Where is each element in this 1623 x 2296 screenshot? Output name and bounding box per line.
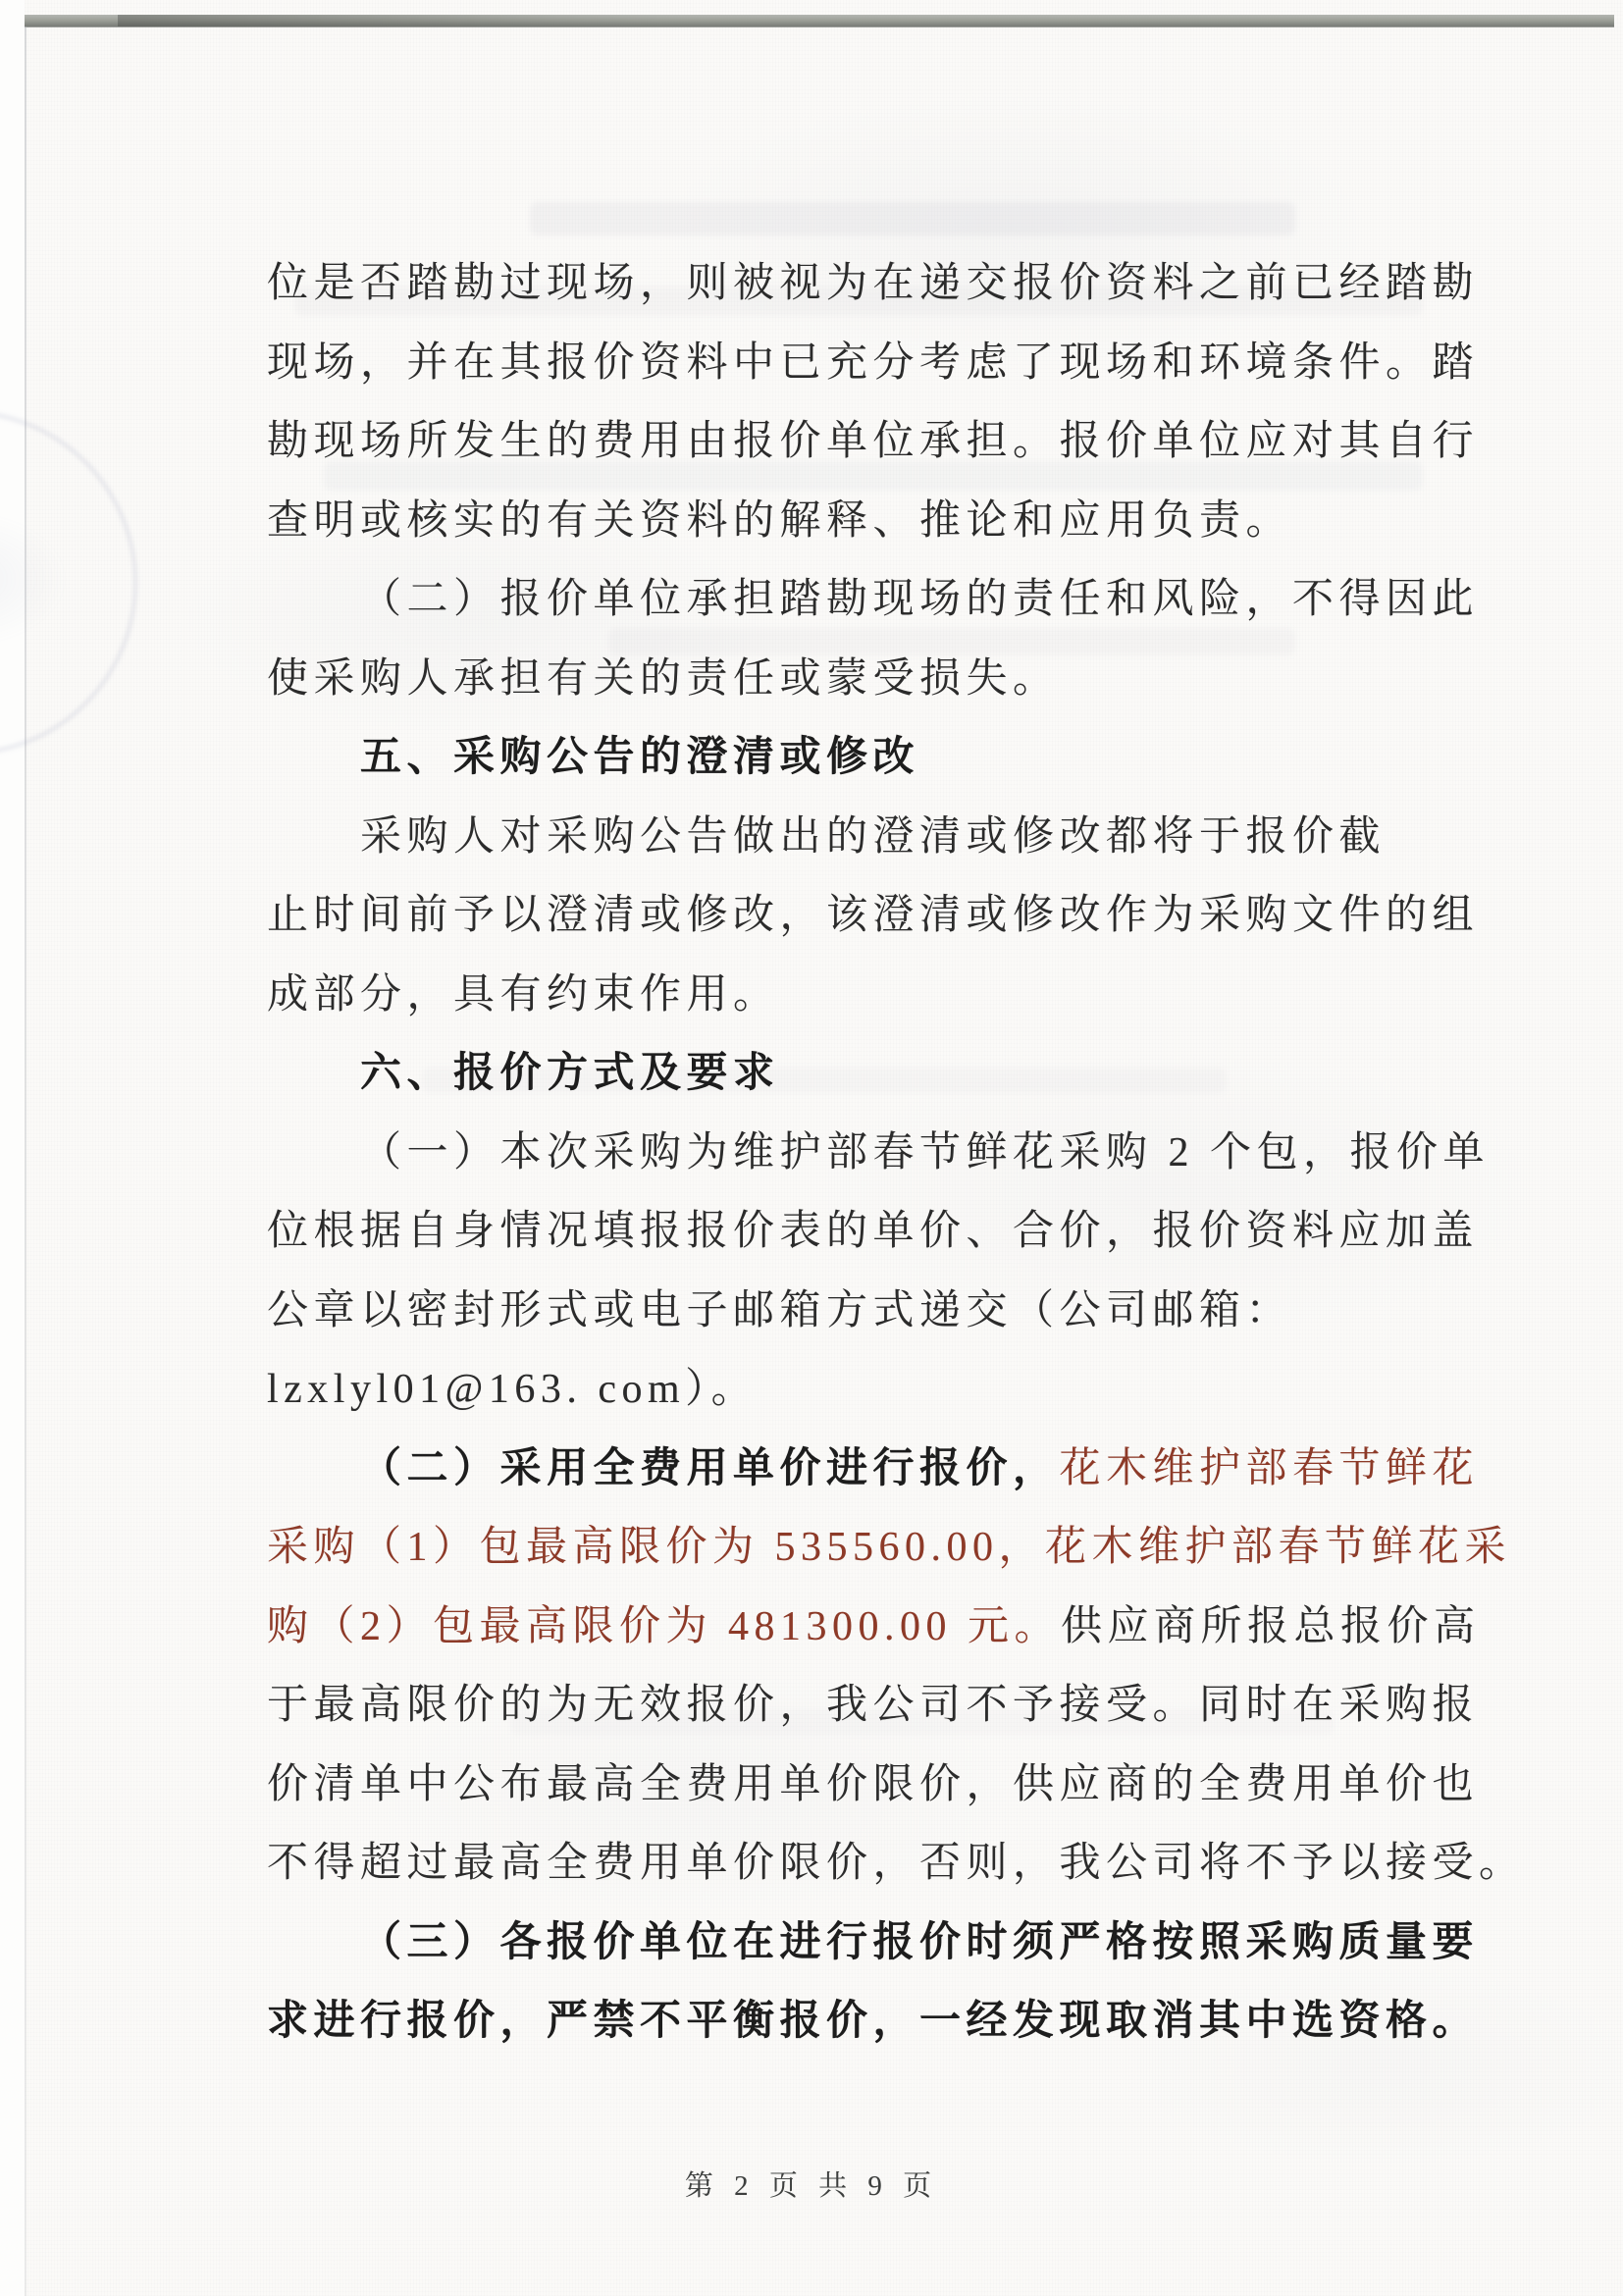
bleed-through-artifact — [530, 202, 1295, 235]
text-line — [267, 1034, 1484, 1114]
body-text: 现场，并在其报价资料中已充分考虑了现场和环境条件。踏 — [267, 339, 1480, 386]
text-line — [267, 956, 1484, 1035]
text-line — [267, 324, 1484, 403]
scan-edge-shadow — [118, 15, 667, 26]
bold-heading-text: 求进行报价，严禁不平衡报价，一经发现取消其中选资格。 — [267, 1999, 1480, 2044]
page-left-edge-shadow — [25, 26, 26, 2296]
body-text: 公章以密封形式或电子邮箱方式递交（公司邮箱： — [267, 1287, 1293, 1333]
body-text: 位是否踏勘过现场，则被视为在递交报价资料之前已经踏勘 — [267, 261, 1480, 306]
text-line — [267, 718, 1484, 798]
body-text: lzxlyl01@163. com）。 — [267, 1367, 759, 1412]
text-line — [267, 402, 1484, 482]
body-text: 供应商所报总报价高 — [1061, 1603, 1481, 1649]
body-text: 于最高限价的为无效报价，我公司不予接受。同时在采购报 — [267, 1683, 1480, 1728]
text-line — [267, 1982, 1484, 2061]
text-line — [267, 1430, 1484, 1509]
bold-heading-text: 六、报价方式及要求 — [360, 1051, 780, 1096]
page-number-footer: 第 2 页 共 9 页 — [684, 2170, 939, 2202]
text-line — [267, 1746, 1484, 1825]
body-text: 查明或核实的有关资料的解释、推论和应用负责。 — [267, 497, 1293, 544]
text-line — [267, 1192, 1484, 1272]
body-text: 不得超过最高全费用单价限价，否则，我公司将不予以接受。 — [267, 1841, 1526, 1886]
text-line — [267, 640, 1484, 719]
bold-heading-text: （三）各报价单位在进行报价时须严格按照采购质量要 — [360, 1919, 1480, 1965]
text-line — [267, 1904, 1484, 1983]
body-text: （一）本次采购为维护部春节鲜花采购 2 个包，报价单 — [360, 1129, 1491, 1175]
body-text: 止时间前予以澄清或修改，该澄清或修改作为采购文件的组 — [267, 893, 1480, 938]
text-line — [267, 560, 1484, 640]
body-text: （二）报价单位承担踏勘现场的责任和风险，不得因此 — [360, 577, 1480, 622]
text-line — [267, 1666, 1484, 1746]
highlighted-red-text: 采购（1）包最高限价为 535560.00，花木维护部春节鲜花采 — [267, 1525, 1512, 1570]
text-line — [267, 1272, 1484, 1351]
body-text: 使采购人承担有关的责任或蒙受损失。 — [267, 655, 1060, 702]
body-text: 成部分，具有约束作用。 — [267, 971, 780, 1018]
text-line — [267, 1508, 1512, 1588]
text-line — [267, 1824, 1526, 1904]
body-text: 采购人对采购公告做出的澄清或修改都将于报价截 — [360, 813, 1387, 860]
bold-heading-text: （二）采用全费用单价进行报价， — [360, 1445, 1060, 1491]
faint-seal-smudge — [0, 510, 69, 648]
body-text: 价清单中公布最高全费用单价限价，供应商的全费用单价也 — [267, 1761, 1480, 1807]
body-text: 位根据自身情况填报报价表的单价、合价，报价资料应加盖 — [267, 1209, 1480, 1254]
text-line — [267, 482, 1484, 561]
text-line — [267, 1114, 1491, 1193]
document-body-text — [267, 244, 1526, 2061]
body-text: 勘现场所发生的费用由报价单位承担。报价单位应对其自行 — [267, 419, 1480, 464]
text-line — [267, 1588, 1484, 1667]
text-line — [267, 798, 1484, 877]
text-line — [267, 1350, 1484, 1430]
text-line — [267, 244, 1484, 324]
highlighted-red-text: 购（2）包最高限价为 481300.00 元。 — [267, 1603, 1062, 1649]
text-line — [267, 876, 1484, 956]
highlighted-red-text: 花木维护部春节鲜花 — [1059, 1445, 1480, 1491]
bold-heading-text: 五、采购公告的澄清或修改 — [360, 735, 920, 780]
